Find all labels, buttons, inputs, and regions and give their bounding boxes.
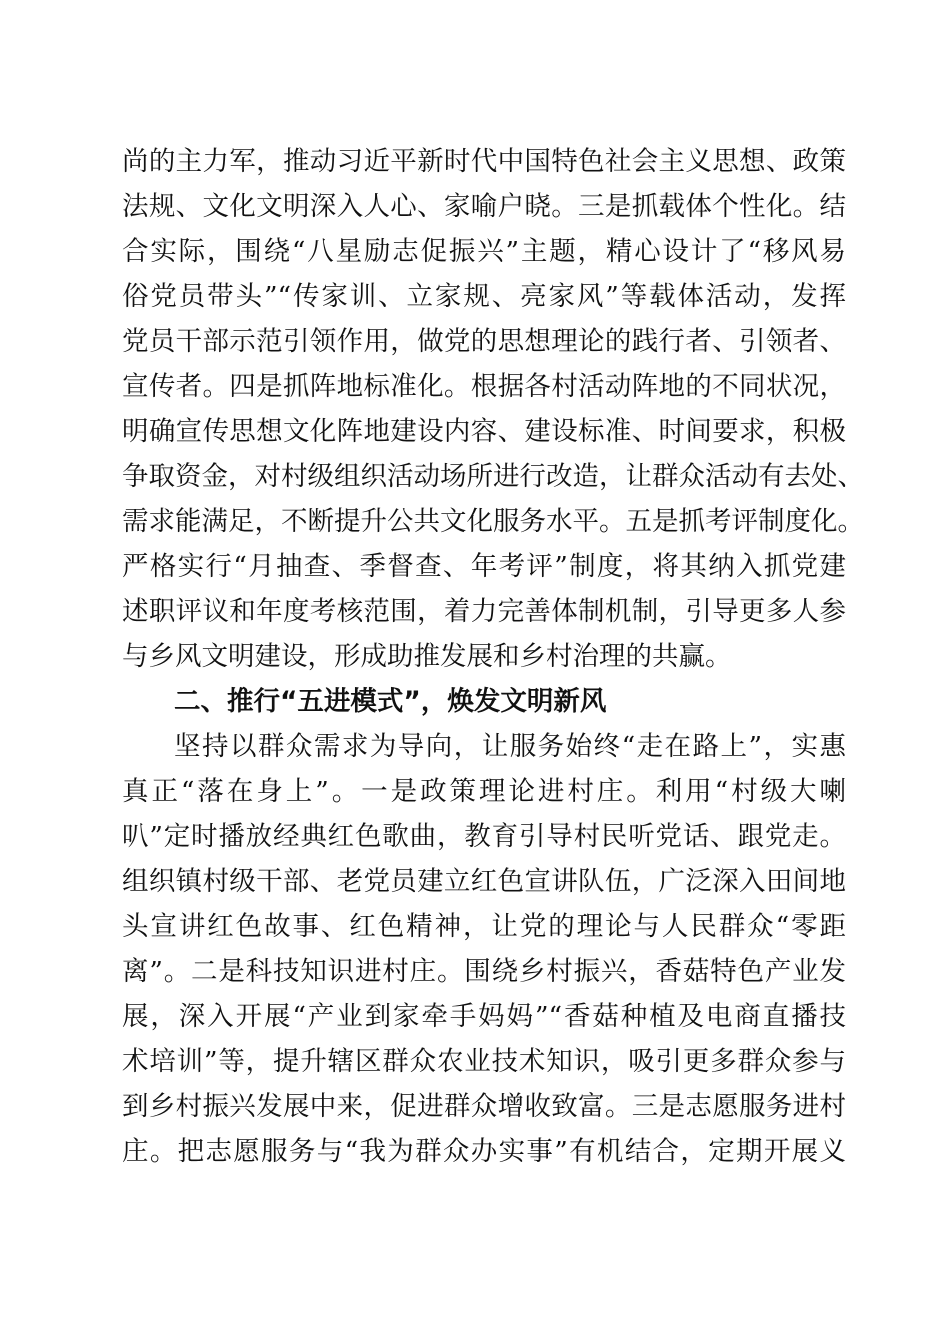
body-text-line: 明确宣传思想文化阵地建设内容、建设标准、时间要求，积极	[122, 416, 846, 447]
body-text-line: 坚持以群众需求为导向，让服务始终“走在路上”，实惠	[174, 731, 846, 762]
body-text-line: 庄。把志愿服务与“我为群众办实事”有机结合，定期开展义	[122, 1136, 846, 1167]
body-text-line: 法规、文化文明深入人心、家喻户晓。三是抓载体个性化。结	[122, 191, 846, 222]
body-text-line: 真正“落在身上”。一是政策理论进村庄。利用“村级大喇	[122, 776, 846, 807]
body-text-line: 术培训”等，提升辖区群众农业技术知识，吸引更多群众参与	[122, 1046, 846, 1077]
body-text-line: 党员干部示范引领作用，做党的思想理论的践行者、引领者、	[122, 326, 846, 357]
body-text-line: 需求能满足，不断提升公共文化服务水平。五是抓考评制度化。	[122, 506, 864, 537]
body-text-line: 尚的主力军，推动习近平新时代中国特色社会主义思想、政策	[122, 146, 846, 177]
body-text-line: 头宣讲红色故事、红色精神，让党的理论与人民群众“零距	[122, 911, 846, 942]
body-text-line: 到乡村振兴发展中来，促进群众增收致富。三是志愿服务进村	[122, 1091, 846, 1122]
body-text-line: 展，深入开展“产业到家牵手妈妈”“香菇种植及电商直播技	[122, 1001, 846, 1032]
section-heading: 二、推行“五进模式”，焕发文明新风	[174, 686, 607, 717]
body-text-line: 争取资金，对村级组织活动场所进行改造，让群众活动有去处、	[122, 461, 864, 492]
body-text-line: 宣传者。四是抓阵地标准化。根据各村活动阵地的不同状况，	[122, 371, 846, 402]
body-text-line: 俗党员带头”“传家训、立家规、亮家风”等载体活动，发挥	[122, 281, 846, 312]
body-text-line: 述职评议和年度考核范围，着力完善体制机制，引导更多人参	[122, 596, 846, 627]
body-text-line: 与乡风文明建设，形成助推发展和乡村治理的共赢。	[122, 641, 732, 672]
body-text-line: 严格实行“月抽查、季督查、年考评”制度，将其纳入抓党建	[122, 551, 846, 582]
body-text-line: 叭”定时播放经典红色歌曲，教育引导村民听党话、跟党走。	[122, 821, 846, 852]
body-text-line: 离”。二是科技知识进村庄。围绕乡村振兴，香菇特色产业发	[122, 956, 846, 987]
body-text-line: 合实际，围绕“八星励志促振兴”主题，精心设计了“移风易	[122, 236, 846, 267]
body-text-line: 组织镇村级干部、老党员建立红色宣讲队伍，广泛深入田间地	[122, 866, 846, 897]
